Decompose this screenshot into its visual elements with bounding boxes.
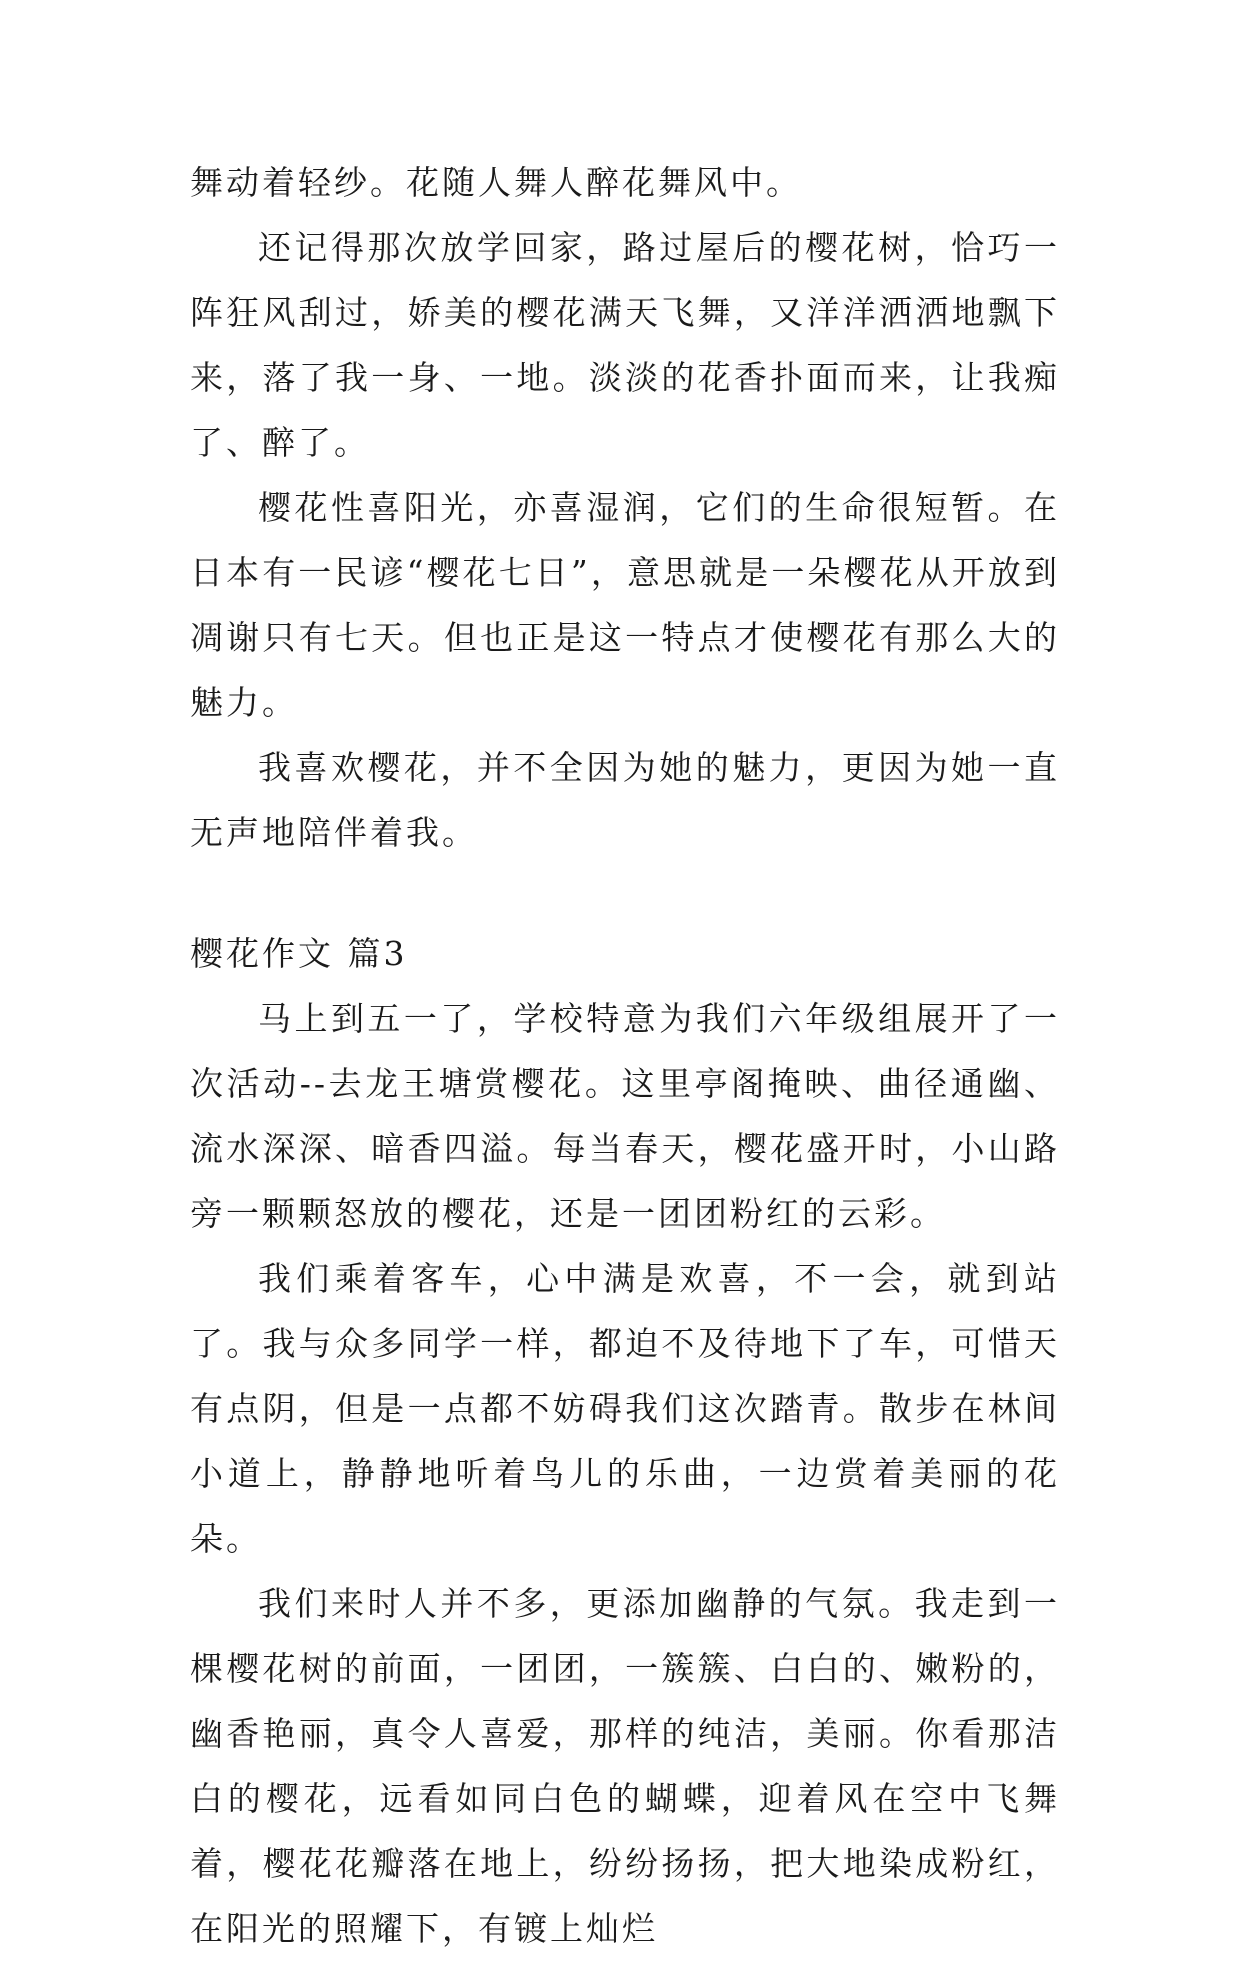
paragraph-memory: 还记得那次放学回家，路过屋后的樱花树，恰巧一阵狂风刮过，娇美的樱花满天飞舞，又洋洋洒洒地飘下来，落了我一身、一地。淡淡的花香扑面而来，让我痴了、醉了。 — [190, 228, 1060, 462]
paragraph-sakura-tree: 我们来时人并不多，更添加幽静的气氛。我走到一棵樱花树的前面，一团团，一簇簇、白白的、嫩粉的，幽香艳丽，真令人喜爱，那样的纯洁，美丽。你看那洁白的樱花，远看如同白色的蝴蝶，迎着风在空中飞舞着，樱花花瓣落在地上，纷纷扬扬，把大地染成粉红，在阳光的照耀下，有镀上灿烂 — [190, 1584, 1060, 1948]
paragraph-conclusion: 我喜欢樱花，并不全因为她的魅力，更因为她一直无声地陪伴着我。 — [190, 748, 1060, 852]
paragraph-arrival: 我们乘着客车，心中满是欢喜，不一会，就到站了。我与众多同学一样，都迫不及待地下了车，可惜天有点阴，但是一点都不妨碍我们这次踏青。散步在林间小道上，静静地听着鸟儿的乐曲，一边赏着美丽的花朵。 — [190, 1259, 1060, 1558]
paragraph-continuation: 舞动着轻纱。花随人舞人醉花舞风中。 — [190, 163, 802, 202]
section-title: 樱花作文 篇3 — [190, 934, 408, 973]
paragraph-trip-intro: 马上到五一了，学校特意为我们六年级组展开了一次活动--去龙王塘赏樱花。这里亭阁掩映、曲径通幽、流水深深、暗香四溢。每当春天，樱花盛开时，小山路旁一颗颗怒放的樱花，还是一团团粉红的云彩。 — [190, 999, 1060, 1233]
paragraph-sakura-nature: 樱花性喜阳光，亦喜湿润，它们的生命很短暂。在日本有一民谚“樱花七日”，意思就是一朵樱花从开放到凋谢只有七天。但也正是这一特点才使樱花有那么大的魅力。 — [190, 488, 1060, 722]
document-page — [190, 150, 1060, 1961]
